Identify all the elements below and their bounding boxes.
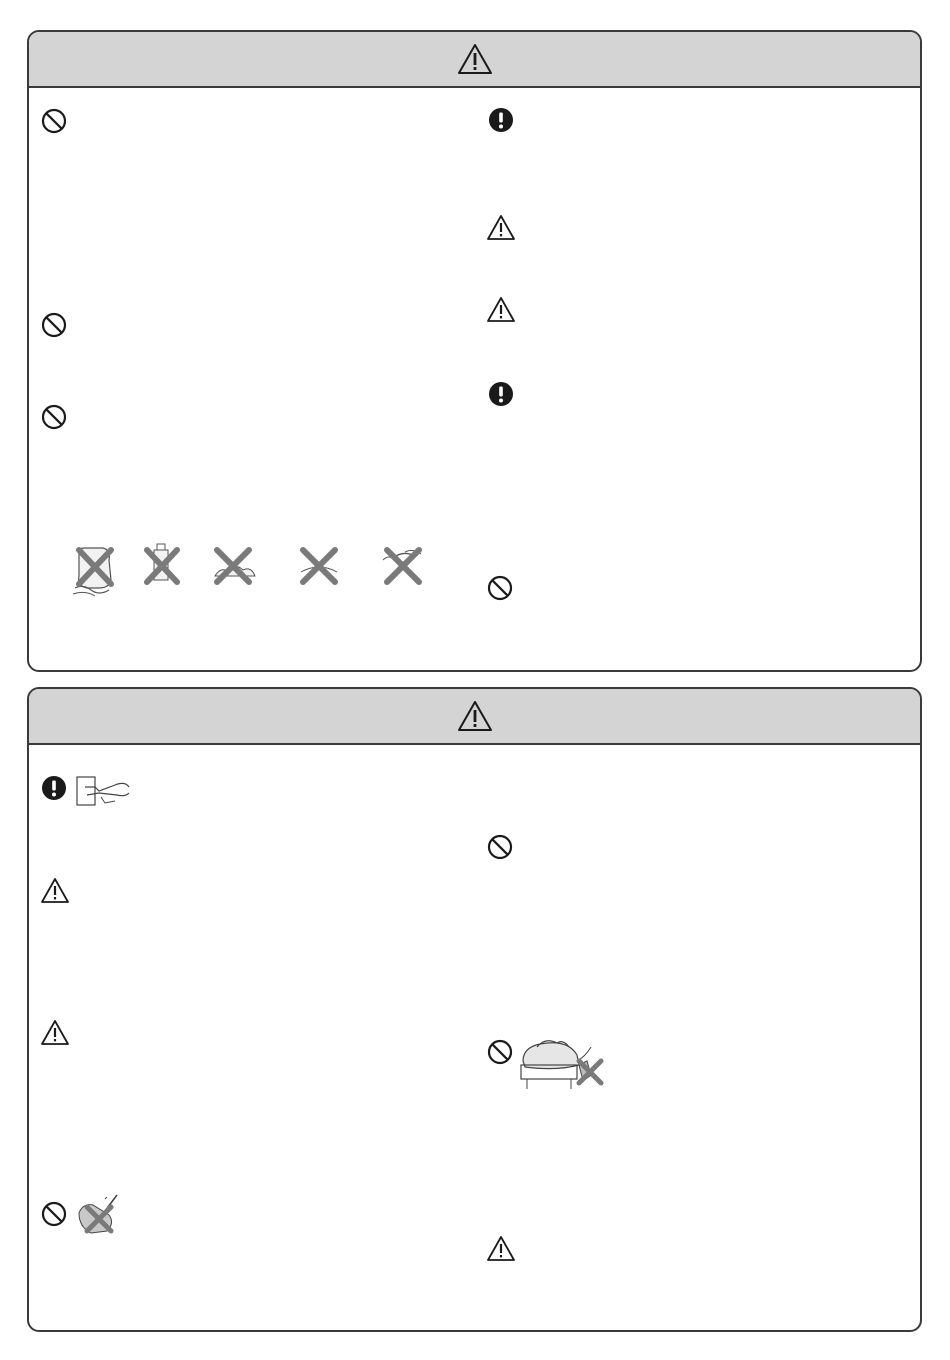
prohibition-icon bbox=[41, 108, 67, 134]
mandatory-action-icon bbox=[488, 381, 514, 407]
caution-triangle-icon bbox=[40, 1019, 70, 1046]
crossed-out-illustration-5 bbox=[379, 538, 425, 586]
crossed-out-illustration-4 bbox=[297, 542, 341, 586]
prohibition-icon bbox=[41, 312, 67, 338]
unplug-plug-illustration bbox=[75, 773, 131, 809]
warning-panel-2 bbox=[27, 687, 922, 1332]
mandatory-action-icon bbox=[488, 107, 514, 133]
prohibition-icon bbox=[487, 1039, 513, 1065]
prohibition-icon bbox=[487, 834, 513, 860]
crossed-out-illustration-2 bbox=[143, 542, 183, 586]
cooker-steam-vent-illustration bbox=[517, 1031, 609, 1091]
caution-triangle-icon bbox=[40, 877, 70, 904]
caution-triangle-icon bbox=[486, 214, 516, 241]
caution-triangle-icon bbox=[486, 1235, 516, 1262]
mandatory-action-icon bbox=[41, 775, 67, 801]
prohibition-icon bbox=[41, 1201, 67, 1227]
crossed-out-illustration-3 bbox=[211, 542, 257, 586]
warning-panel-1 bbox=[27, 30, 922, 672]
prohibition-icon bbox=[41, 404, 67, 430]
warning-triangle-icon bbox=[457, 43, 493, 75]
panel-2-header bbox=[29, 689, 920, 745]
wet-hand-plug-illustration bbox=[75, 1189, 125, 1239]
crossed-out-illustration-1 bbox=[69, 540, 121, 598]
warning-triangle-icon bbox=[457, 700, 493, 732]
panel-1-header bbox=[29, 32, 920, 88]
caution-triangle-icon bbox=[486, 296, 516, 323]
prohibition-icon bbox=[487, 575, 513, 601]
